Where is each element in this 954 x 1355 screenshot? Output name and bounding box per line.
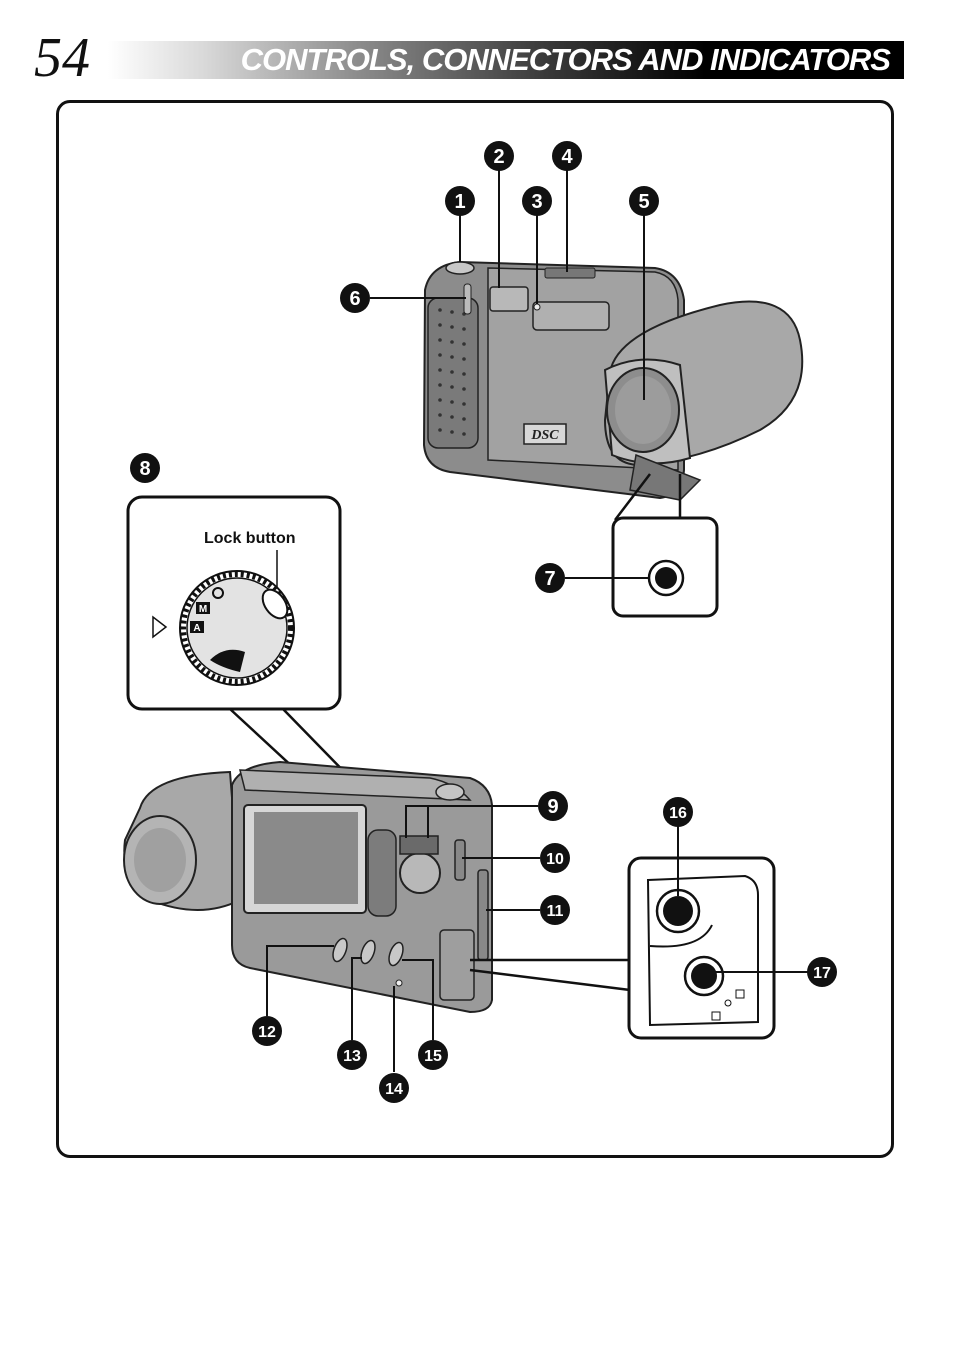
camera-rear-view	[124, 762, 492, 1012]
top-panel	[545, 268, 595, 278]
callout-12	[252, 1016, 282, 1046]
svg-text:10: 10	[546, 851, 564, 868]
dial-mark-a: A	[193, 623, 201, 634]
svg-text:5: 5	[638, 191, 650, 213]
callout-10	[540, 843, 570, 873]
page-title: CONTROLS, CONNECTORS AND INDICATORS	[240, 42, 890, 77]
sensor	[534, 304, 540, 310]
callout-6	[340, 283, 370, 313]
callout-16	[663, 797, 693, 827]
svg-text:12: 12	[258, 1024, 276, 1041]
zoom-switch	[400, 836, 438, 854]
viewfinder-window	[490, 287, 528, 311]
svg-text:6: 6	[349, 288, 361, 310]
side-switch	[455, 840, 465, 880]
svg-text:7: 7	[544, 568, 556, 590]
svg-text:13: 13	[343, 1048, 361, 1065]
callout-14	[379, 1073, 409, 1103]
callout-9	[538, 791, 568, 821]
camera-badge: DSC	[531, 428, 559, 443]
shutter-button	[446, 262, 474, 274]
dial-mark-m: M	[198, 604, 208, 615]
svg-text:9: 9	[547, 796, 559, 818]
svg-text:1: 1	[454, 191, 466, 213]
mode-dial	[400, 853, 440, 893]
svg-text:3: 3	[531, 191, 543, 213]
callout-11	[540, 895, 570, 925]
callout-4	[552, 141, 582, 171]
callout-15	[418, 1040, 448, 1070]
svg-text:8: 8	[139, 458, 151, 480]
svg-text:16: 16	[669, 805, 687, 822]
svg-text:2: 2	[493, 146, 505, 168]
svg-text:14: 14	[385, 1081, 403, 1098]
callout-3	[522, 186, 552, 216]
page-number: 54	[34, 27, 90, 89]
camera-front-view	[424, 262, 802, 500]
indicator-14	[396, 980, 402, 986]
callout-5	[629, 186, 659, 216]
callout-7	[535, 563, 565, 593]
callout-17	[807, 957, 837, 987]
callout-1	[445, 186, 475, 216]
callout-13	[337, 1040, 367, 1070]
svg-text:4: 4	[561, 146, 573, 168]
lock-button-label: Lock button	[204, 530, 296, 547]
card-slot	[478, 870, 488, 960]
svg-text:17: 17	[813, 965, 831, 982]
callout-2	[484, 141, 514, 171]
svg-text:15: 15	[424, 1048, 442, 1065]
flash-window	[533, 302, 609, 330]
connector-cover	[440, 930, 474, 1000]
callout-8	[130, 453, 160, 483]
svg-text:11: 11	[546, 903, 564, 920]
